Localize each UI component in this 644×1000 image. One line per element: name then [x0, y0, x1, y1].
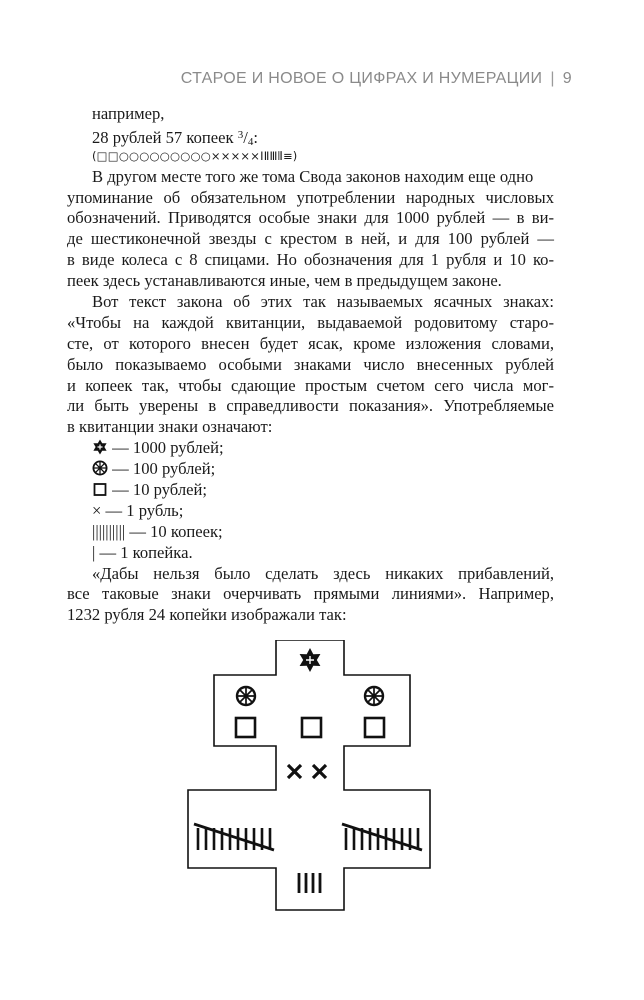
- page-number: 9: [562, 70, 572, 87]
- square-icon: [92, 481, 108, 497]
- legend-item: [90, 438, 554, 459]
- legend-text: — 100 рублей;: [112, 459, 216, 479]
- para2-line: было показываемо особыми знаками число внесенных рублей: [67, 354, 554, 374]
- receipt-outline: [188, 640, 430, 910]
- para3-line: все таковые знаки очерчивать прямыми линиями». Например,: [67, 584, 554, 604]
- paragraph-3: [67, 563, 554, 627]
- legend-item: × — 1 рубль;: [92, 500, 184, 520]
- ten-bars-struck-icon: [342, 824, 422, 850]
- legend-item: [90, 459, 554, 480]
- header-title: СТАРОЕ И НОВОЕ О ЦИФРАХ И НУМЕРАЦИИ: [180, 70, 543, 87]
- legend-text: — 1000 рублей;: [112, 438, 224, 458]
- wheel-icon: [237, 687, 255, 705]
- para2-line: Вот текст закона об этих так называемых ясачных знаках:: [92, 292, 554, 312]
- example-notation: (□□○○○○○○○○○×××××ⅠⅡⅢ⦀≡): [92, 148, 298, 163]
- intro-line-1: например,: [92, 104, 165, 123]
- paragraph-2: [67, 292, 554, 438]
- amount-text: 28 рублей 57 копеек: [92, 127, 238, 147]
- para2-line: в квитанции знаки означают:: [67, 417, 273, 437]
- star-cross-icon: [92, 439, 108, 455]
- cross-icon: [288, 765, 301, 778]
- wheel-icon: [365, 687, 383, 705]
- para1-line: де шестиконечной звезды с крестом в ней, и для 100 рублей —: [67, 229, 554, 249]
- legend-list: [90, 438, 554, 563]
- para3-line: 1232 рубля 24 копейки изображали так:: [67, 605, 347, 625]
- para1-line: обозначений. Приводятся особые знаки для 1000 рублей — в ви-: [67, 208, 554, 228]
- square-icon: [302, 718, 321, 737]
- fraction-numerator: 3: [237, 128, 244, 141]
- intro-colon: :: [253, 127, 258, 147]
- fraction-denominator: 4: [247, 135, 254, 148]
- intro-line-2: [90, 125, 554, 146]
- square-icon: [236, 718, 255, 737]
- para2-line: сте, от которого внесен будет ясак, кроме изложения словами,: [67, 333, 554, 353]
- legend-item: [90, 480, 554, 501]
- paragraph-1: [67, 166, 554, 292]
- para2-line: ли быть уверены в справедливости показания». Употребляемые: [67, 396, 554, 416]
- para2-line: и копеек так, чтобы сдающие простым счетом сего числа мог-: [67, 375, 554, 395]
- four-bars-icon: [299, 873, 320, 893]
- square-icon: [365, 718, 384, 737]
- wheel-icon: [92, 460, 108, 476]
- header-separator: |: [550, 70, 555, 87]
- legend-item: |||||||||| — 10 копеек;: [92, 521, 223, 541]
- fraction-slash: /: [243, 127, 248, 147]
- para1-line: в виде колеса с 8 спицами. Но обозначения для 1 рубля и 10 ко-: [67, 250, 554, 270]
- running-header: [181, 70, 572, 88]
- para1-line: упоминание об обязательном употреблении народных числовых: [67, 187, 554, 207]
- page-body: [67, 104, 554, 626]
- ten-bars-struck-icon: [194, 824, 274, 850]
- para1-line: пеек здесь устанавливаются иные, чем в предыдущем законе.: [67, 271, 502, 291]
- cross-icon: [313, 765, 326, 778]
- star-cross-icon: [300, 648, 321, 672]
- legend-text: — 10 рублей;: [112, 480, 207, 500]
- para1-line: В другом месте того же тома Свода законов находим еще одно: [92, 166, 534, 186]
- para3-line: «Дабы нельзя было сделать здесь никаких прибавлений,: [92, 563, 554, 583]
- legend-item: | — 1 копейка.: [92, 542, 193, 562]
- receipt-figure: [186, 640, 432, 912]
- para2-line: «Чтобы на каждой квитанции, выдаваемой родовитому старо-: [67, 312, 554, 332]
